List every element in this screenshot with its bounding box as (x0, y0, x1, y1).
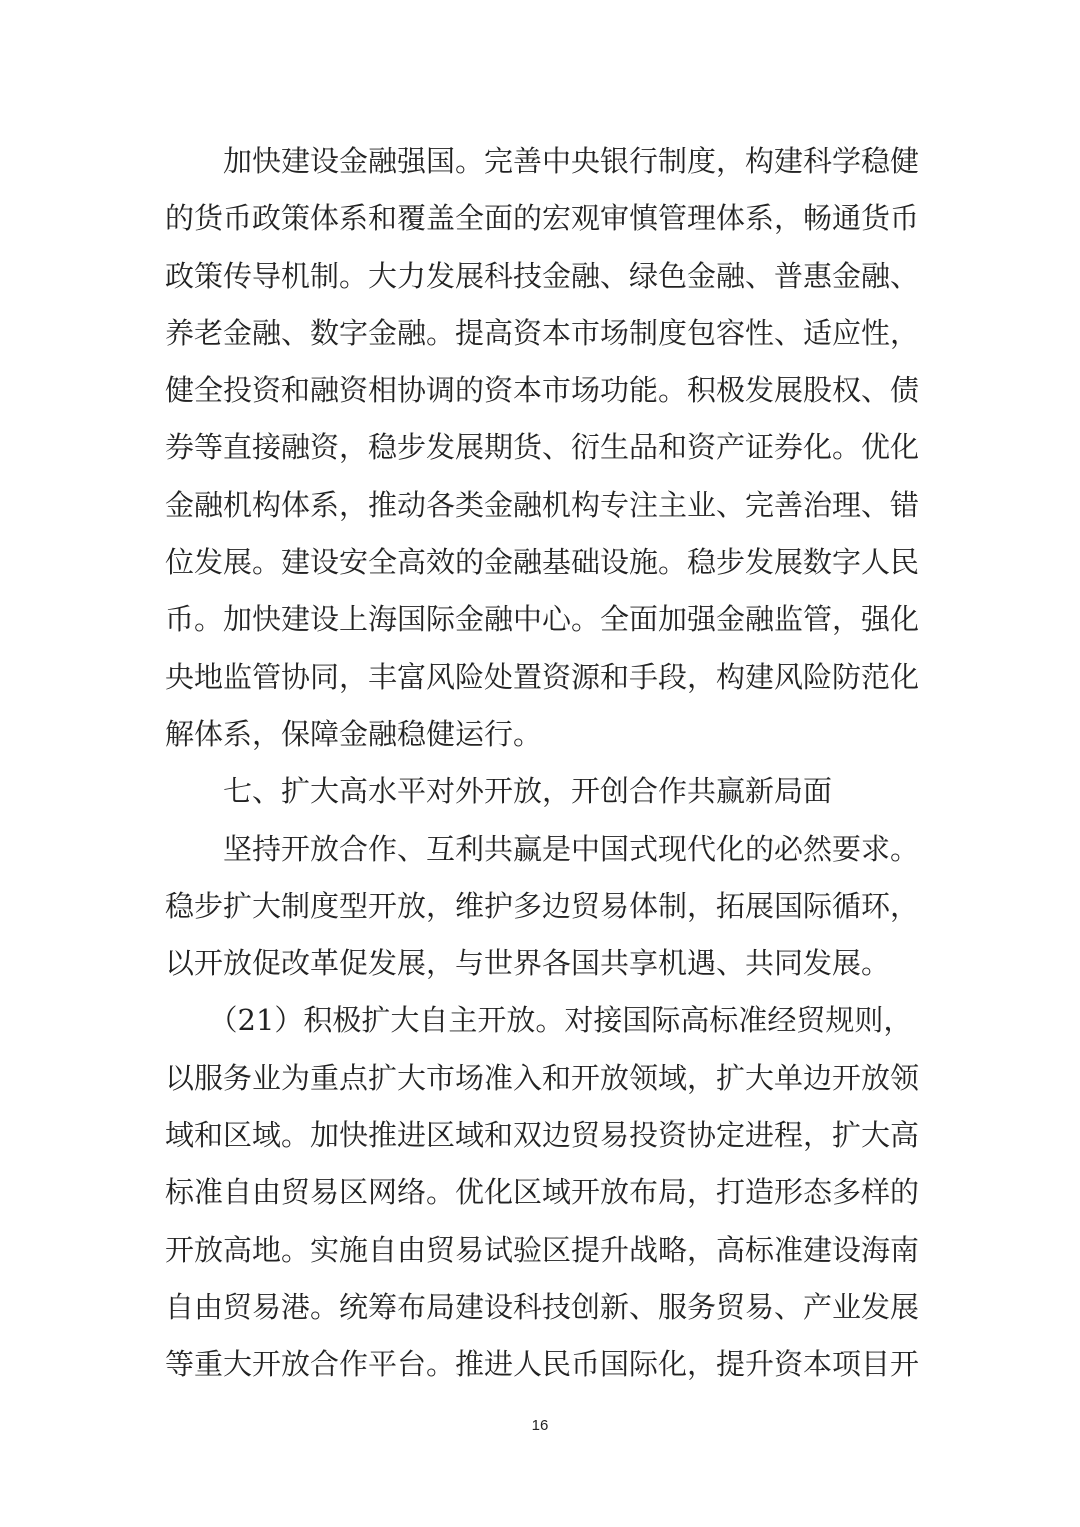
text-line: 域和区域。加快推进区域和双边贸易投资协定进程，扩大高 (165, 1118, 920, 1153)
text-line: 开放高地。实施自由贸易试验区提升战略，高标准建设海南 (165, 1232, 920, 1267)
document-body (165, 133, 920, 1394)
text-line: 币。加快建设上海国际金融中心。全面加强金融监管，强化 (165, 602, 920, 637)
text-line: 坚持开放合作、互利共赢是中国式现代化的必然要求。 (165, 831, 920, 866)
text-line: 政策传导机制。大力发展科技金融、绿色金融、普惠金融、 (165, 258, 920, 293)
text-line: 央地监管协同，丰富风险处置资源和手段，构建风险防范化 (165, 659, 920, 694)
text-line: 健全投资和融资相协调的资本市场功能。积极发展股权、债 (165, 373, 920, 408)
text-line: 等重大开放合作平台。推进人民币国际化，提升资本项目开 (165, 1347, 920, 1382)
text-line: 七、扩大高水平对外开放，开创合作共赢新局面 (165, 774, 833, 809)
text-line: 的货币政策体系和覆盖全面的宏观审慎管理体系，畅通货币 (165, 201, 920, 236)
page-number: 16 (531, 1417, 549, 1434)
text-line: 券等直接融资，稳步发展期货、衍生品和资产证券化。优化 (165, 430, 920, 465)
text-line: 金融机构体系，推动各类金融机构专注主业、完善治理、错 (165, 487, 920, 522)
text-line: 解体系，保障金融稳健运行。 (165, 716, 543, 751)
text-line: 加快建设金融强国。完善中央银行制度，构建科学稳健 (165, 144, 920, 178)
text-line: 以服务业为重点扩大市场准入和开放领域，扩大单边开放领 (165, 1060, 920, 1095)
text-line: 养老金融、数字金融。提高资本市场制度包容性、适应性， (165, 315, 920, 350)
text-line: 标准自由贸易区网络。优化区域开放布局，打造形态多样的 (165, 1175, 920, 1210)
text-line: 位发展。建设安全高效的金融基础设施。稳步发展数字人民 (165, 545, 920, 580)
text-line: 自由贸易港。统筹布局建设科技创新、服务贸易、产业发展 (165, 1289, 920, 1324)
text-line: （21）积极扩大自主开放。对接国际高标准经贸规则， (165, 1003, 913, 1038)
text-line: 稳步扩大制度型开放，维护多边贸易体制，拓展国际循环， (165, 888, 920, 923)
text-line: 以开放促改革促发展，与世界各国共享机遇、共同发展。 (165, 946, 891, 981)
